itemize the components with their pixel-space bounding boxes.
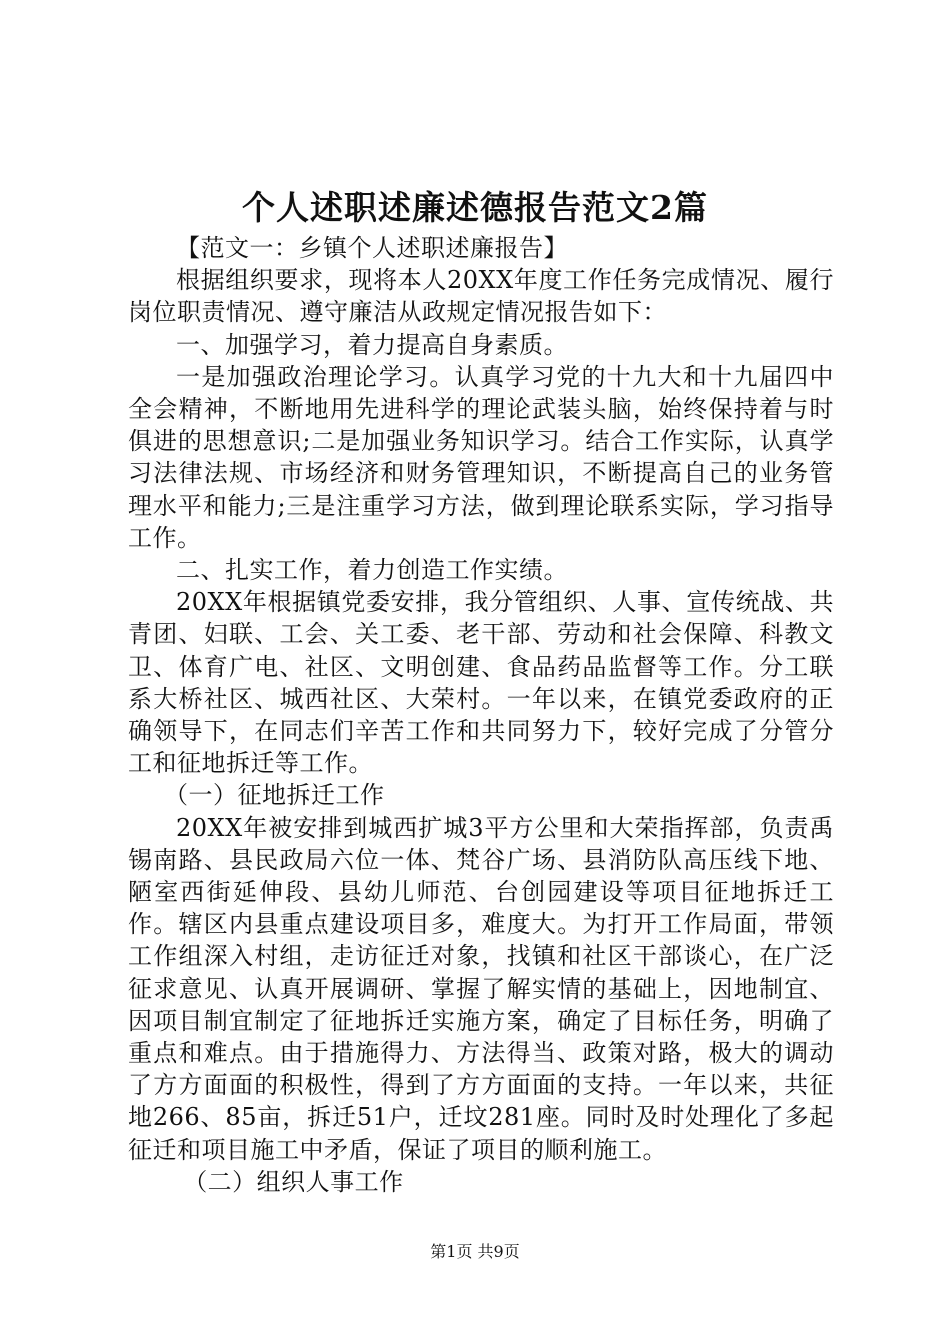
page-footer: 第1页 共9页 [430, 1242, 520, 1261]
document-body [128, 232, 834, 1198]
heading-strengthen-study: 一、加强学习，着力提高自身素质。 [176, 330, 568, 359]
subheading-land-acquisition: （一）征地拆迁工作 [164, 781, 385, 810]
section-heading-sample-one: 【范文一：乡镇个人述职述廉报告】 [176, 234, 568, 262]
heading-solid-work: 二、扎实工作，着力创造工作实绩。 [176, 556, 568, 585]
paragraph-intro: 根据组织要求，现将本人20XX年度工作任务完成情况、履行岗位职责情况、遵守廉洁从政规定情况报告如下： [128, 266, 834, 327]
subheading-organization-personnel: （二）组织人事工作 [183, 1167, 404, 1196]
paragraph-land-acquisition: 20XX年被安排到城西扩城3平方公里和大荣指挥部，负责禹锡南路、县民政局六位一体、梵谷广场、县消防队高压线下地、陋室西街延伸段、县幼儿师范、台创园建设等项目征地拆迁工作。辖区内县重点建设项目多，难度大。为打开工作局面，带领工作组深入村组，走访征迁对象，找镇和社区干部谈心，在广泛征求意见、认真开展调研、掌握了解实情的基础上，因地制宜、因项目制宜制定了征地拆迁实施方案，确定了目标任务，明确了重点和难点。由于措施得力、方法得当、政策对路，极大的调动了方方面面的积极性，得到了方方面面的支持。一年以来，共征地266、85亩，拆迁51户，迁坟281座。同时及时处理化了多起征迁和项目施工中矛盾，保证了项目的顺利施工。 [128, 813, 834, 1164]
paragraph-study-details: 一是加强政治理论学习。认真学习党的十九大和十九届四中全会精神，不断地用先进科学的理论武装头脑，始终保持着与时俱进的思想意识;二是加强业务知识学习。结合工作实际，认真学习法律法规、市场经济和财务管理知识，不断提高自己的业务管理水平和能力;三是注重学习方法，做到理论联系实际，学习指导工作。 [128, 362, 834, 552]
paragraph-work-scope: 20XX年根据镇党委安排，我分管组织、人事、宣传统战、共青团、妇联、工会、关工委、老干部、劳动和社会保障、科教文卫、体育广电、社区、文明创建、食品药品监督等工作。分工联系大桥社区、城西社区、大荣村。一年以来，在镇党委政府的正确领导下，在同志们辛苦工作和共同努力下，较好完成了分管分工和征地拆迁等工作。 [128, 588, 834, 778]
document-title: 个人述职述廉述德报告范文2篇 [242, 188, 708, 227]
